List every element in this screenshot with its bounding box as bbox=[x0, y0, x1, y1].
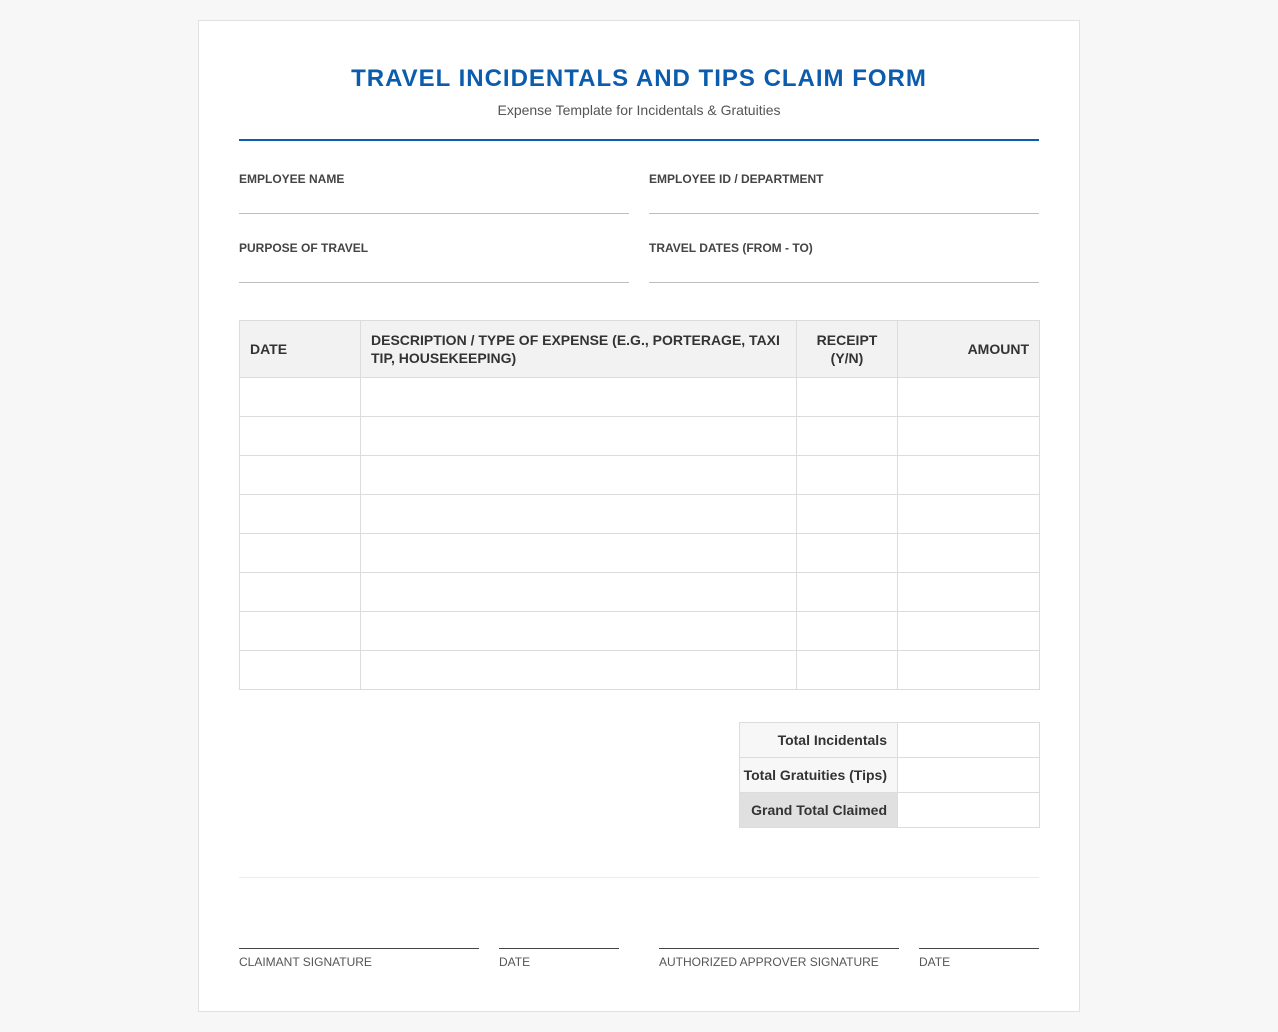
title-divider bbox=[239, 139, 1039, 141]
amount-cell[interactable] bbox=[898, 417, 1040, 456]
description-cell[interactable] bbox=[361, 417, 797, 456]
employee-id-label: EMPLOYEE ID / DEPARTMENT bbox=[649, 172, 824, 186]
table-row bbox=[240, 495, 1040, 534]
claimant-date-block[interactable] bbox=[499, 948, 619, 969]
employee-id-line[interactable] bbox=[649, 213, 1039, 214]
receipt-cell[interactable] bbox=[797, 495, 898, 534]
form-page bbox=[198, 20, 1080, 1012]
date-cell[interactable] bbox=[240, 651, 361, 690]
date-cell[interactable] bbox=[240, 534, 361, 573]
total-incidentals-value[interactable] bbox=[898, 723, 1040, 758]
receipt-cell[interactable] bbox=[797, 417, 898, 456]
approver-signature-line[interactable] bbox=[659, 948, 899, 949]
travel-dates-field[interactable] bbox=[649, 241, 1039, 283]
receipt-cell[interactable] bbox=[797, 378, 898, 417]
claimant-signature-line[interactable] bbox=[239, 948, 479, 949]
approver-date-line[interactable] bbox=[919, 948, 1039, 949]
travel-dates-line[interactable] bbox=[649, 282, 1039, 283]
date-cell[interactable] bbox=[240, 456, 361, 495]
approver-signature-block[interactable] bbox=[659, 948, 899, 969]
form-subtitle: Expense Template for Incidentals & Gratuities bbox=[497, 102, 781, 118]
description-cell[interactable] bbox=[361, 612, 797, 651]
claimant-signature-block[interactable] bbox=[239, 948, 479, 969]
date-cell[interactable] bbox=[240, 495, 361, 534]
date-cell[interactable] bbox=[240, 612, 361, 651]
receipt-cell[interactable] bbox=[797, 573, 898, 612]
purpose-of-travel-line[interactable] bbox=[239, 282, 629, 283]
table-row bbox=[240, 378, 1040, 417]
receipt-cell[interactable] bbox=[797, 534, 898, 573]
date-cell[interactable] bbox=[240, 378, 361, 417]
description-cell[interactable] bbox=[361, 534, 797, 573]
date-cell[interactable] bbox=[240, 417, 361, 456]
date-cell[interactable] bbox=[240, 573, 361, 612]
table-row bbox=[240, 612, 1040, 651]
claimant-signature-label: CLAIMANT SIGNATURE bbox=[239, 955, 372, 969]
claimant-date-line[interactable] bbox=[499, 948, 619, 949]
claimant-date-label: DATE bbox=[499, 955, 531, 969]
table-row bbox=[240, 534, 1040, 573]
amount-cell[interactable] bbox=[898, 456, 1040, 495]
description-cell[interactable] bbox=[361, 456, 797, 495]
receipt-column-header: RECEIPT (Y/N) bbox=[797, 321, 898, 378]
amount-cell[interactable] bbox=[898, 378, 1040, 417]
description-cell[interactable] bbox=[361, 651, 797, 690]
total-gratuities-label: Total Gratuities (Tips) bbox=[740, 758, 898, 793]
grand-total-label: Grand Total Claimed bbox=[740, 793, 898, 828]
grand-total-value[interactable] bbox=[898, 793, 1040, 828]
totals-table bbox=[739, 722, 1040, 828]
employee-id-field[interactable] bbox=[649, 172, 1039, 214]
purpose-of-travel-label: PURPOSE OF TRAVEL bbox=[239, 241, 369, 255]
travel-dates-label: TRAVEL DATES (FROM - TO) bbox=[649, 241, 813, 255]
receipt-cell[interactable] bbox=[797, 612, 898, 651]
total-incidentals-row bbox=[740, 723, 1040, 758]
approver-date-block[interactable] bbox=[919, 948, 1039, 969]
table-row bbox=[240, 651, 1040, 690]
total-incidentals-label: Total Incidentals bbox=[740, 723, 898, 758]
form-title: TRAVEL INCIDENTALS AND TIPS CLAIM FORM bbox=[351, 65, 927, 92]
amount-cell[interactable] bbox=[898, 573, 1040, 612]
approver-date-label: DATE bbox=[919, 955, 951, 969]
amount-cell[interactable] bbox=[898, 612, 1040, 651]
employee-name-field[interactable] bbox=[239, 172, 629, 214]
employee-name-line[interactable] bbox=[239, 213, 629, 214]
description-column-header: DESCRIPTION / TYPE OF EXPENSE (E.G., PORTERAGE, TAXI TIP, HOUSEKEEPING) bbox=[361, 321, 797, 378]
total-gratuities-value[interactable] bbox=[898, 758, 1040, 793]
table-row bbox=[240, 456, 1040, 495]
amount-column-header: AMOUNT bbox=[898, 321, 1040, 378]
signature-section-divider bbox=[239, 877, 1039, 878]
table-row bbox=[240, 573, 1040, 612]
amount-cell[interactable] bbox=[898, 534, 1040, 573]
expense-table-header bbox=[240, 321, 1040, 378]
approver-signature-label: AUTHORIZED APPROVER SIGNATURE bbox=[659, 955, 879, 969]
date-column-header: DATE bbox=[240, 321, 361, 378]
receipt-cell[interactable] bbox=[797, 651, 898, 690]
amount-cell[interactable] bbox=[898, 651, 1040, 690]
receipt-cell[interactable] bbox=[797, 456, 898, 495]
total-gratuities-row bbox=[740, 758, 1040, 793]
expense-table bbox=[239, 320, 1040, 690]
description-cell[interactable] bbox=[361, 573, 797, 612]
description-cell[interactable] bbox=[361, 378, 797, 417]
table-row bbox=[240, 417, 1040, 456]
grand-total-row bbox=[740, 793, 1040, 828]
purpose-of-travel-field[interactable] bbox=[239, 241, 629, 283]
employee-name-label: EMPLOYEE NAME bbox=[239, 172, 345, 186]
amount-cell[interactable] bbox=[898, 495, 1040, 534]
description-cell[interactable] bbox=[361, 495, 797, 534]
